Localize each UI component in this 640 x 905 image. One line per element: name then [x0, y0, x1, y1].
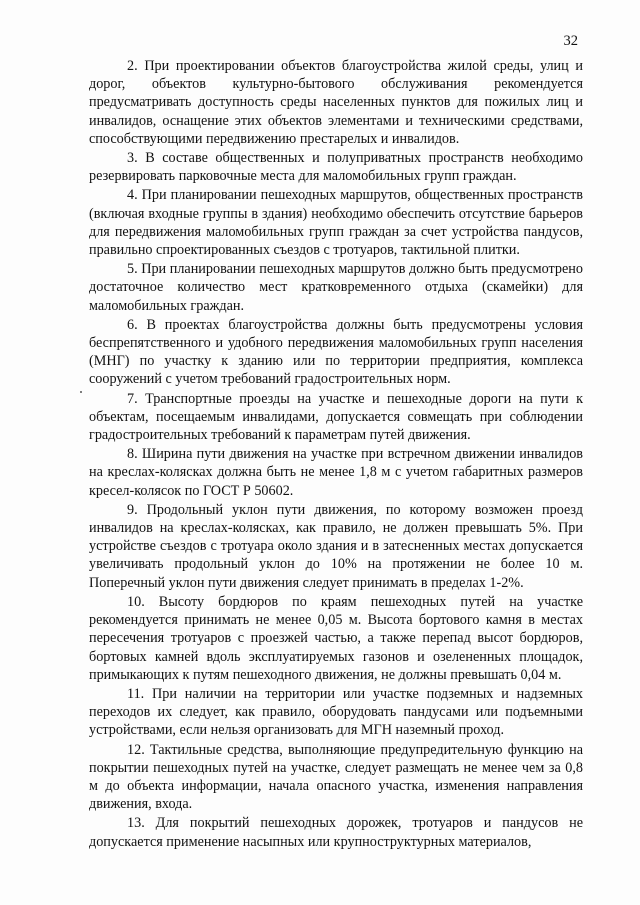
paragraph-3: 3. В составе общественных и полуприватных пространств необходимо резервировать парковочные места для маломобильных групп граждан.: [89, 150, 583, 185]
page-number: 32: [563, 33, 578, 49]
paragraph-11: 11. При наличии на территории или участке подземных и надземных переходов их следует, как правило, оборудовать пандусами или подъемными устройствами, если нельзя организовать для МГН наземный проход.: [89, 685, 583, 739]
paragraph-2: 2. При проектировании объектов благоустройства жилой среды, улиц и дорог, объектов культурно-бытового обслуживания рекомендуется предусматривать доступность среды населенных пунктов для пожилых лиц и инвалидов, оснащение этих объектов элементами и техническими средствами, способствующими передвижению престарелых и инвалидов.: [89, 58, 583, 147]
document-body: [89, 57, 583, 851]
paragraph-10: 10. Высоту бордюров по краям пешеходных путей на участке рекомендуется принимать не менее 0,05 м. Высота бортового камня в местах пересечения тротуаров с проезжей частью, а также перепад высот бордюров, бортовых камней вдоль эксплуатируемых газонов и озелененных площадок, примыкающих к путям пешеходного движения, не должны превышать 0,04 м.: [89, 593, 583, 683]
scan-speck: [80, 391, 82, 393]
paragraph-7: 7. Транспортные проезды на участке и пешеходные дороги на пути к объектам, посещаемым инвалидами, допускается совмещать при соблюдении градостроительных требований к параметрам путей движения.: [89, 390, 583, 444]
paragraph-6: 6. В проектах благоустройства должны быть предусмотрены условия беспрепятственного и удобного передвижения маломобильных групп населения (МНГ) по участку к зданию или по территории предприятия, комплекса сооружений с учетом требований градостроительных норм.: [89, 316, 583, 388]
paragraph-5: 5. При планировании пешеходных маршрутов должно быть предусмотрено достаточное количество мест кратковременного отдыха (скамейки) для маломобильных граждан.: [89, 261, 583, 314]
paragraph-13: 13. Для покрытий пешеходных дорожек, тротуаров и пандусов не допускается применение насыпных или крупноструктурных материалов,: [89, 815, 583, 850]
paragraph-9: 9. Продольный уклон пути движения, по которому возможен проезд инвалидов на креслах-колясках, как правило, не должен превышать 5%. При устройстве съездов с тротуара около здания и в затесненных местах допускается увеличивать продольный уклон до 10% на протяжении не более 10 м. Поперечный уклон пути движения следует принимать в пределах 1-2%.: [89, 501, 583, 591]
paragraph-4: 4. При планировании пешеходных маршрутов, общественных пространств (включая входные группы в здания) необходимо обеспечить отсутствие барьеров для передвижения маломобильных групп граждан за счет устройства пандусов, правильно спроектированных съездов с тротуаров, тактильной плитки.: [89, 187, 583, 259]
paragraph-12: 12. Тактильные средства, выполняющие предупредительную функцию на покрытии пешеходных путей на участке, следует размещать не менее чем за 0,8 м до объекта информации, начала опасного участка, изменения направления движения, входа.: [89, 741, 583, 813]
paragraph-8: 8. Ширина пути движения на участке при встречном движении инвалидов на креслах-колясках должна быть не менее 1,8 м с учетом габаритных размеров кресел-колясок по ГОСТ Р 50602.: [89, 446, 583, 499]
